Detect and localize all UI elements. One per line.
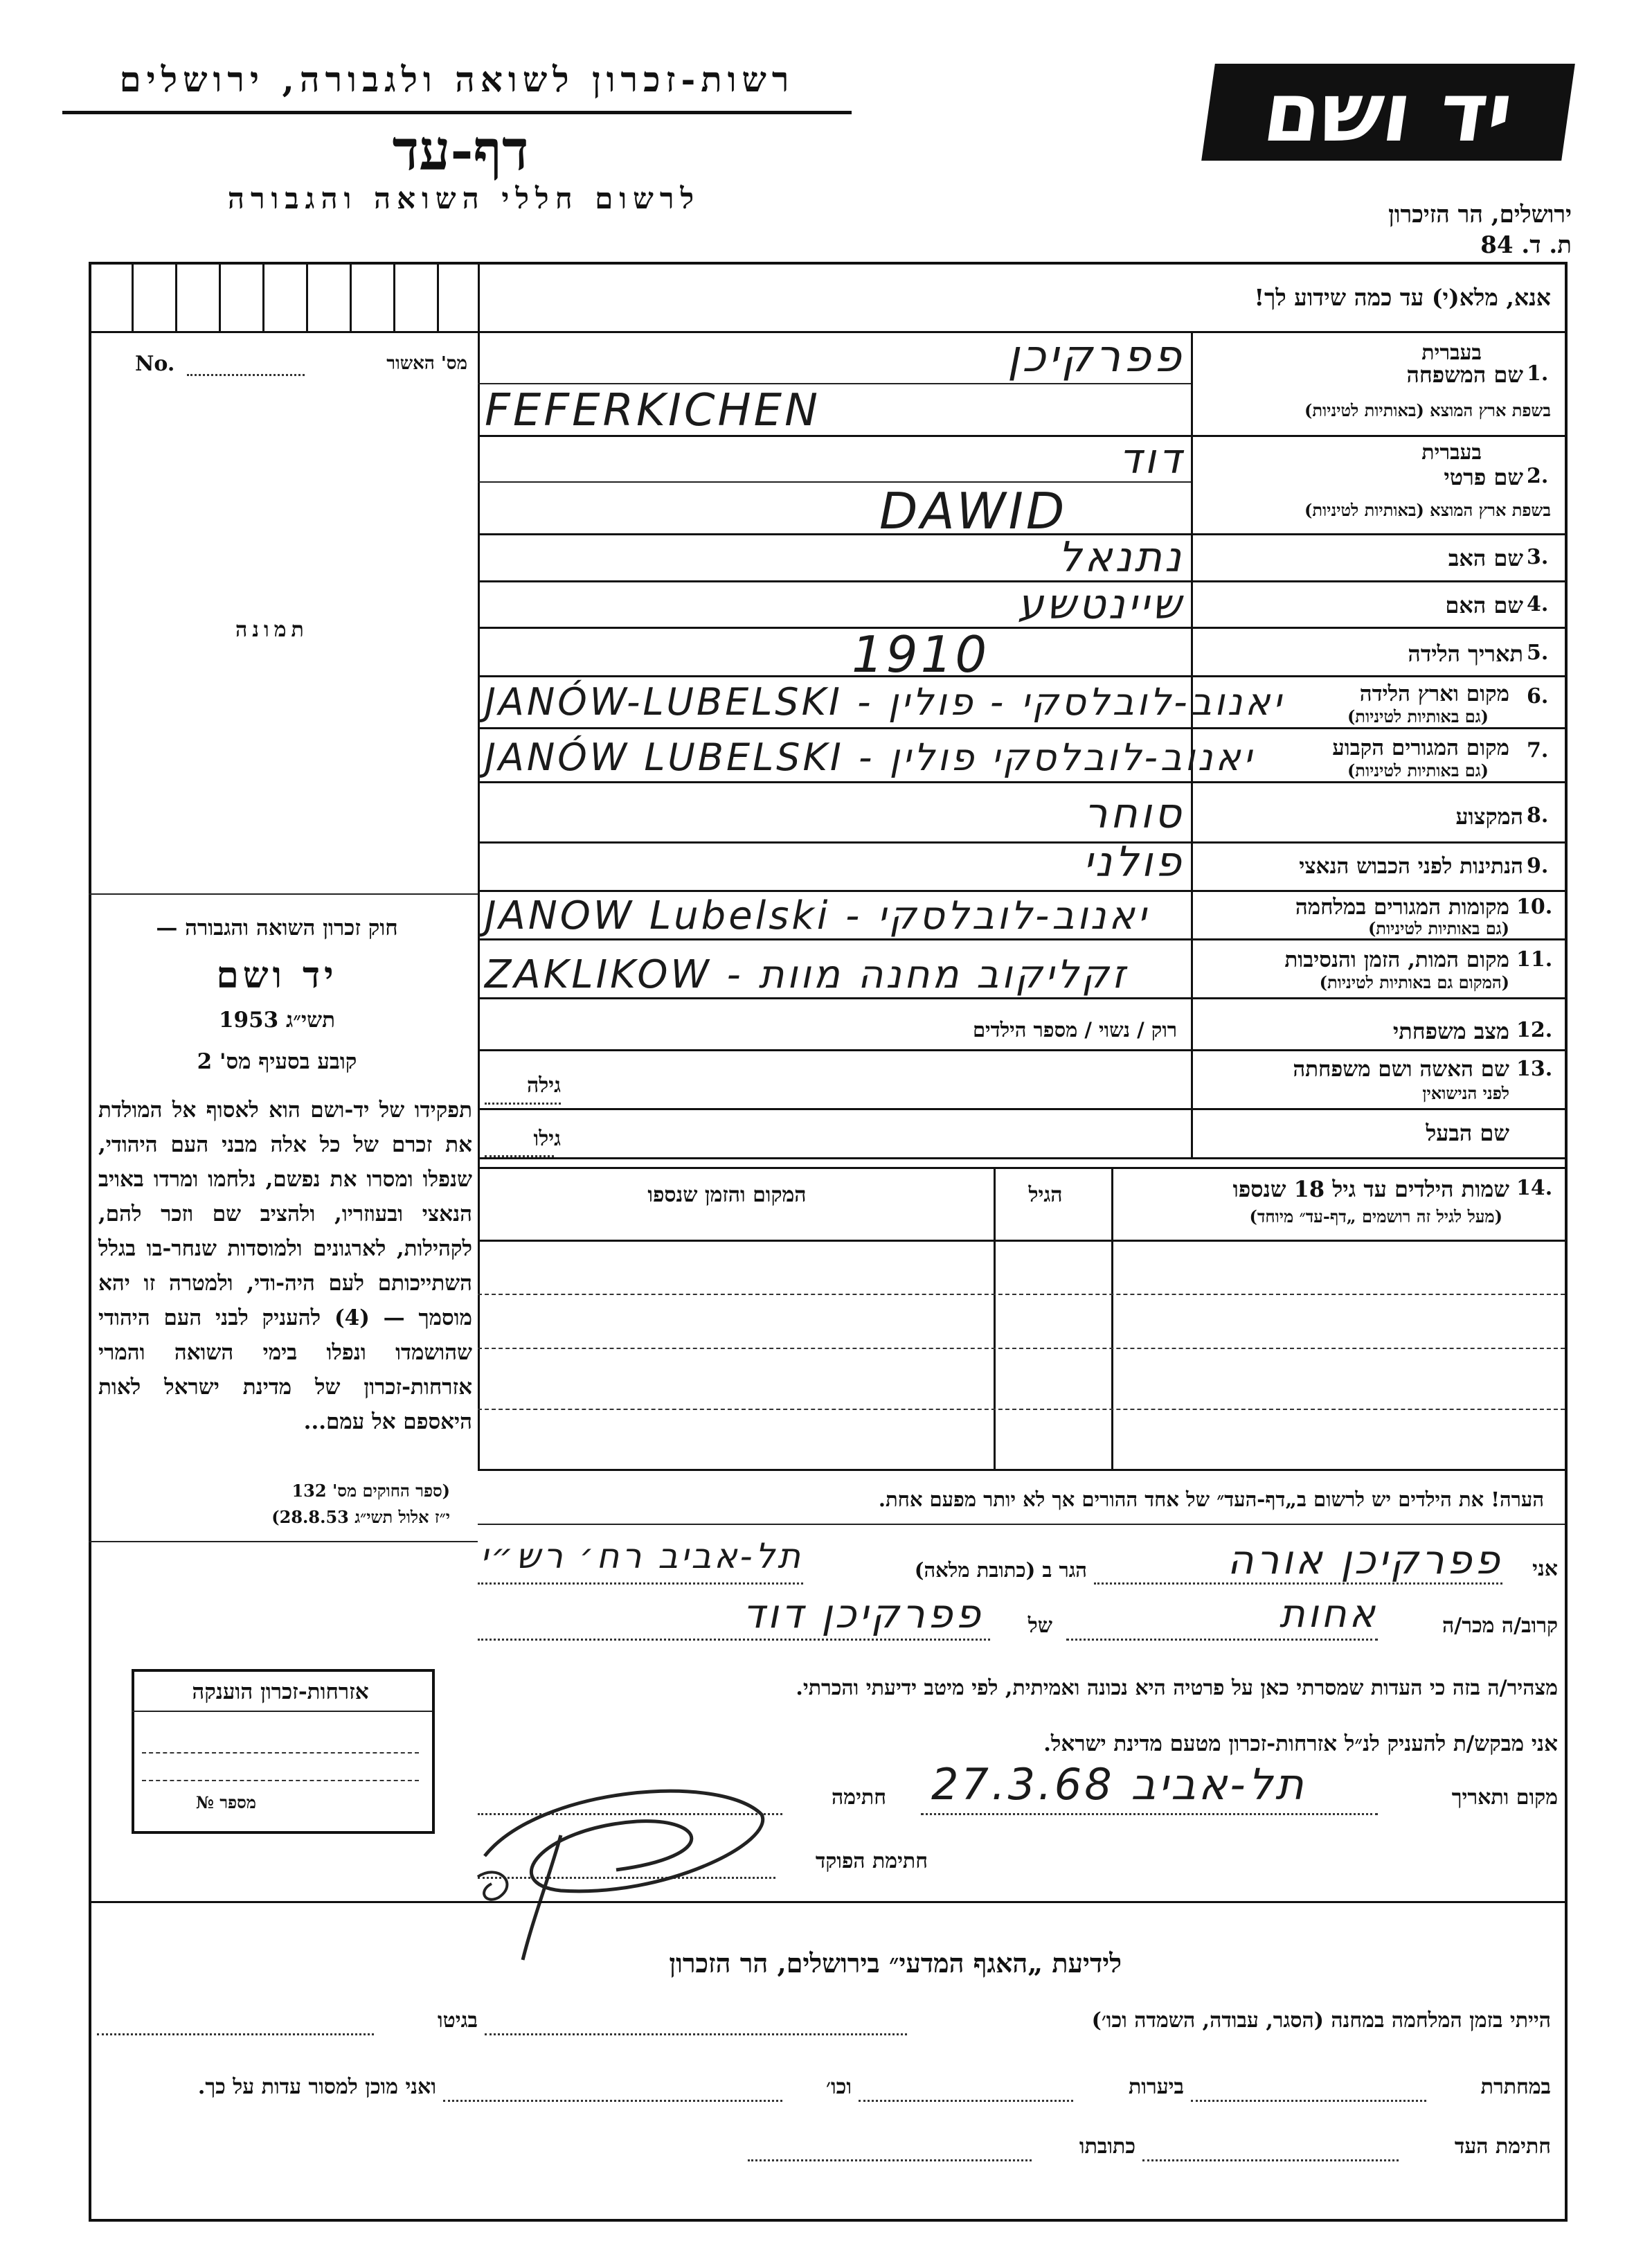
- field-12-value: רוק / נשוי / מספר הילדים: [972, 1018, 1177, 1042]
- witness-signature-dots: [1142, 2159, 1399, 2161]
- forest-label: ביערות: [1128, 2075, 1184, 2099]
- field-7-label: מקום המגורים הקבוע: [1332, 735, 1509, 760]
- etc-dots: [443, 2100, 782, 2102]
- relation-dots: [1066, 1639, 1378, 1641]
- place-date-dots: [921, 1813, 1378, 1815]
- form-title: דף-עד: [392, 118, 529, 183]
- field-1-num: 1.: [1527, 362, 1549, 386]
- no-label: No.: [135, 352, 175, 376]
- field-2-label: שם פרטי: [1444, 464, 1523, 490]
- field-5-value: 1910: [852, 625, 990, 684]
- children-place-header: המקום והזמן שנספו: [647, 1183, 807, 1207]
- box-divider: [262, 263, 264, 331]
- row-rule: [478, 781, 1565, 783]
- relation-value: אחות: [1279, 1591, 1378, 1636]
- field-3-num: 3.: [1527, 545, 1549, 569]
- field-13-sub: לפני הנישואין: [1422, 1083, 1509, 1103]
- field-1-sub: בשפת ארץ המוצא (באותיות לטיניות): [1304, 400, 1551, 420]
- row-rule: [478, 997, 1565, 999]
- field-8-label: המקצוע: [1455, 803, 1523, 830]
- children-bottom-rule: [478, 1469, 1565, 1471]
- box-divider: [350, 263, 352, 331]
- left-column-divider: [478, 262, 480, 1469]
- field-5-label: תאריך הלידה: [1408, 641, 1523, 667]
- box-divider: [132, 263, 134, 331]
- declarant-i-label: אני: [1532, 1557, 1558, 1581]
- row-rule: [478, 890, 1565, 892]
- box-divider: [175, 263, 177, 331]
- law-title: חוק זכרון השואה והגבורה —: [156, 916, 398, 940]
- field-4-label: שם האם: [1445, 592, 1523, 618]
- ready-text: ואני מוכן למסור עדות על כך.: [197, 2075, 436, 2099]
- of-label: של: [1027, 1614, 1052, 1638]
- of-name-dots: [478, 1639, 990, 1641]
- box-divider: [306, 263, 308, 331]
- field-1-value-latin: FEFERKICHEN: [485, 385, 820, 436]
- header-rule: [62, 111, 852, 114]
- forest-dots: [859, 2100, 1073, 2102]
- law-text: תפקידו של יד-ושם הוא לאסוף אל המולדת את זכרם של כל אלה מבני העם היהודי, שנפלו ומסרו את נפשם, נלחמו ומרדו באויב הנאצי ובעוזריו, ולהציב שם וזכר להם, לקהילות, לארגונים ולמוסדות שנחר-בו בגלל השתייכותם לעם היה-ודי, ולמטרה זו יהא מוסמך — (4) להעניק לבני העם היהודי שהושמדו ונפלו בימי השואה והמרי אזרחות-זכרון של מדינת ישראל לאות היאספם אל עמם...: [98, 1098, 472, 1434]
- children-col-divider: [1111, 1167, 1113, 1469]
- row-rule: [478, 1049, 1565, 1051]
- field-10-num: 10.: [1516, 895, 1553, 919]
- row-rule: [478, 727, 1565, 729]
- field-2-value-latin: DAWID: [879, 482, 1068, 540]
- witness-signature-label: חתימת העד: [1454, 2134, 1551, 2159]
- field-10-value: JANOW Lubelski - יאנוב-לובלסקי: [485, 893, 1149, 938]
- officer-signature-label: חתימת הפוקד: [815, 1849, 928, 1873]
- signature-label: חתימה: [832, 1785, 886, 1810]
- children-row-line: [478, 1294, 1565, 1295]
- memorial-number-label: מספר №: [195, 1792, 256, 1812]
- field-8-num: 8.: [1527, 803, 1549, 828]
- field-6-label: מקום וארץ הלידה: [1359, 681, 1509, 706]
- field-9-num: 9.: [1527, 854, 1549, 878]
- row-rule: [478, 1108, 1565, 1110]
- no-dots: [187, 374, 305, 376]
- field-12-label: מצב משפחתי: [1392, 1018, 1509, 1044]
- field-2-sub: בשפת ארץ המוצא (באותיות לטיניות): [1304, 500, 1551, 520]
- declarant-address: תל-אביב רח׳ רש״י: [480, 1536, 803, 1576]
- field-6-num: 6.: [1527, 684, 1549, 708]
- box-divider: [437, 263, 439, 331]
- underground-dots: [1191, 2100, 1426, 2102]
- fill-instruction: אנא, מלא(י) עד כמה שידוע לך!: [1254, 284, 1551, 311]
- field-12-num: 12.: [1516, 1018, 1553, 1042]
- field-1-label: שם המשפחה: [1406, 362, 1523, 388]
- husband-label: שם הבעל: [1426, 1120, 1509, 1146]
- address-dots: [478, 1582, 803, 1585]
- field-8-value: סוחר: [1084, 789, 1184, 838]
- etc-label: וכו׳: [826, 2075, 852, 2099]
- law-clause: קובע בסעיף מס' 2: [197, 1049, 357, 1074]
- children-top-rule: [478, 1167, 1565, 1169]
- memorial-box-title: אזרחות-זכרון הוענקה: [192, 1679, 369, 1704]
- field-7-sub: (גם באותיות לטיניות): [1347, 760, 1489, 780]
- wife-age-dots: [485, 1103, 561, 1105]
- field-11-label: מקום המות, הזמן והנסיבות: [1284, 947, 1509, 972]
- law-bottom-rule: [89, 1541, 478, 1542]
- field-2-value-hebrew: דוד: [1119, 435, 1184, 483]
- children-row-line: [478, 1409, 1565, 1410]
- field-2-num: 2.: [1527, 464, 1549, 488]
- authority-name: רשות-זכרון לשואה ולגבורה, ירושלים: [119, 59, 795, 100]
- place-date-value: תל-אביב 27.3.68: [931, 1759, 1307, 1810]
- underground-label: במחתרת: [1480, 2075, 1551, 2099]
- law-name: יד ושם: [216, 954, 338, 997]
- row-rule: [478, 675, 1565, 677]
- row-rule: [478, 1157, 1565, 1159]
- law-ref-1: (ספר החוקים מס' 132: [291, 1481, 450, 1501]
- address-line: ירושלים, הר הזיכרון: [1388, 201, 1572, 229]
- field-9-value: פולני: [1083, 838, 1184, 886]
- field-1-value-hebrew: פפרקיכן: [1007, 331, 1184, 382]
- field-4-value: שיינטשע: [1017, 580, 1184, 629]
- witness-address-dots: [748, 2159, 1032, 2161]
- field-3-value: נתנאל: [1058, 533, 1184, 582]
- children-note: הערה! את הילדים יש לרשום ב„דף-העד״ של אחד ההורים אך לא יותר מפעם אחת.: [878, 1488, 1544, 1511]
- memorial-box-rule: [132, 1711, 432, 1712]
- note-rule: [478, 1524, 1565, 1525]
- declarant-name: פפרקיכן אורה: [1227, 1536, 1502, 1583]
- field-2-hebrew-label: בעברית: [1421, 440, 1482, 465]
- children-num: 14.: [1516, 1176, 1553, 1200]
- field-7-num: 7.: [1527, 738, 1549, 762]
- law-rule: [89, 893, 478, 895]
- memorial-box-line: [142, 1752, 419, 1754]
- husband-age-dots: [485, 1155, 554, 1157]
- children-col-divider: [994, 1167, 996, 1469]
- field-10-sub: (גם באותיות לטיניות): [1367, 918, 1509, 938]
- ghetto-label: בגיטו: [437, 2008, 478, 2033]
- approval-label: מס' האשור: [386, 353, 467, 374]
- footer-rule: [89, 1901, 1565, 1903]
- box-divider: [219, 263, 221, 331]
- witness-address-label: כתובתו: [1079, 2134, 1135, 2159]
- field-11-sub: (המקום גם באותיות לטיניות): [1319, 972, 1509, 992]
- law-year: תשי״ג 1953: [218, 1008, 336, 1033]
- children-row-line: [478, 1348, 1565, 1349]
- ghetto-dots: [97, 2033, 374, 2035]
- of-name-value: פפרקיכן דוד: [742, 1590, 983, 1637]
- field-9-label: הנתינות לפני הכבוש הנאצי: [1299, 854, 1523, 879]
- field-10-label: מקומות המגורים במלחמה: [1295, 895, 1509, 920]
- field-13-num: 13.: [1516, 1057, 1553, 1081]
- husband-age-label: גילו: [533, 1127, 561, 1151]
- form-subtitle: לרשום חללי השואה והגבורה: [227, 181, 701, 215]
- field-13-label: שם האשה ושם משפחתה: [1293, 1057, 1509, 1082]
- photo-label: תמונה: [235, 618, 309, 642]
- footer-title: לידיעת „האגף המדעי״ בירושלים, הר הזכרון: [669, 1947, 1122, 1979]
- declaration-request: אני מבקש/ת להעניק לנ״ל אזרחות-זכרון מטעם מדינת ישראל.: [1043, 1731, 1558, 1756]
- yad-vashem-logo: יד ושם: [1201, 64, 1575, 161]
- field-4-num: 4.: [1527, 592, 1549, 616]
- field-6-sub: (גם באותיות לטיניות): [1347, 706, 1489, 726]
- field-3-label: שם האב: [1448, 545, 1523, 571]
- wife-age-label: גילה: [526, 1073, 561, 1098]
- relative-label: קרוב/ה מכר/ה: [1442, 1614, 1558, 1638]
- pobox-line: ת. ד. 84: [1480, 231, 1572, 259]
- box-divider: [393, 263, 395, 331]
- law-ref-2: י״ז אלול תשי״ג 28.8.53): [271, 1507, 450, 1527]
- field-11-value: ZAKLIKOW - זקליקוב מחנה מוות: [485, 952, 1129, 997]
- row-rule: [478, 383, 1191, 384]
- field-11-num: 11.: [1516, 947, 1553, 972]
- row-rule: [1191, 435, 1565, 437]
- declaration-statement: מצהיר/ה בזה כי העדות שמסרתי כאן על פרטיה היא נכונה ואמיתית, לפי מיטב ידיעתי והכרתי.: [796, 1676, 1558, 1700]
- children-age-header: הגיל: [1028, 1183, 1063, 1207]
- memorial-box-line: [142, 1780, 419, 1781]
- resident-label: הגר ב (כתובת מלאה): [914, 1558, 1087, 1582]
- field-5-num: 5.: [1527, 641, 1549, 665]
- children-header-rule: [478, 1240, 1565, 1242]
- children-sub: (מעל לגיל זה רושמים „דף-עד״ מיוחד): [1249, 1206, 1502, 1226]
- camp-dots: [485, 2033, 907, 2035]
- field-6-value: JANÓW-LUBELSKI - יאנוב-לובלסקי - פולין: [485, 680, 1284, 724]
- place-date-label: מקום ותאריך: [1451, 1785, 1558, 1810]
- signature-scribble: [457, 1759, 782, 1967]
- footer-camp-line: הייתי בזמן המלחמה במחנה (הסגר, עבודה, השמדה וכו׳): [1091, 2008, 1551, 2033]
- field-1-hebrew-label: בעברית: [1421, 341, 1482, 365]
- field-7-value: JANÓW LUBELSKI - יאנוב-לובלסקי פולין: [485, 735, 1255, 779]
- children-label: שמות הילדים עד גיל 18 שנספו: [1232, 1176, 1509, 1202]
